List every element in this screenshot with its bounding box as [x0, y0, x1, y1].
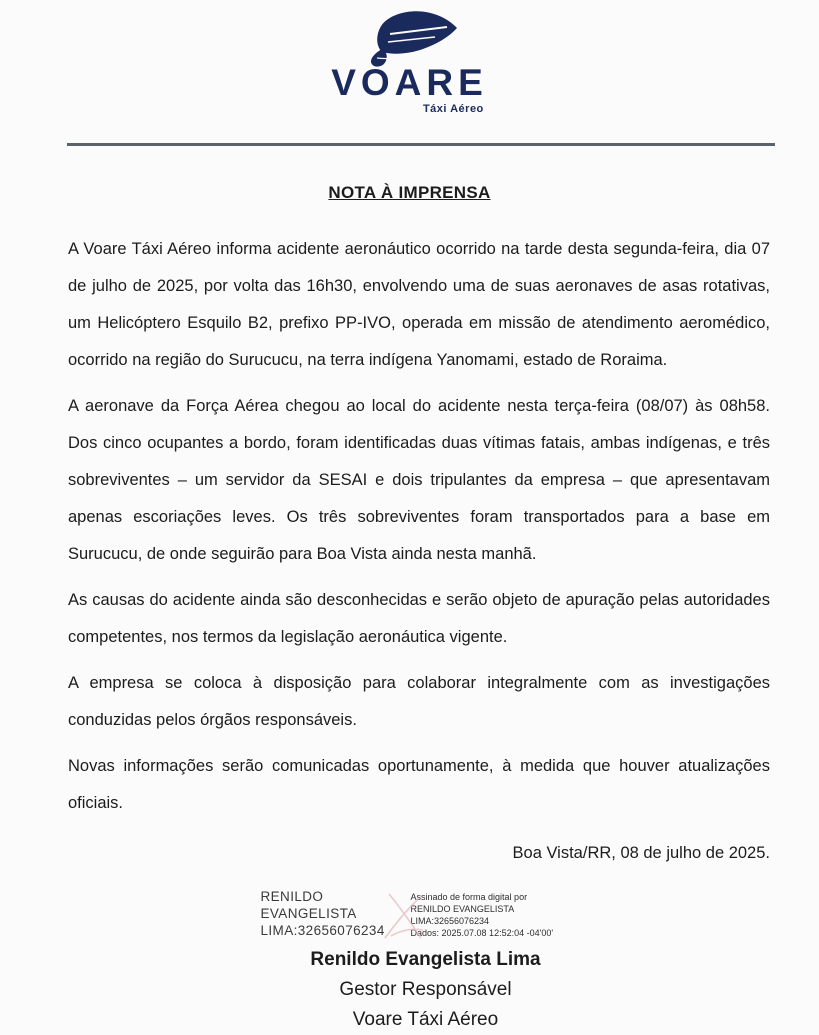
signatory-block [16, 945, 819, 1035]
paragraph-rescue-details: A aeronave da Força Aérea chegou ao local do acidente nesta terça-feira (08/07) às 08h58. Dos cinco ocupantes a bordo, foram identificadas duas vítimas fatais, ambas indígenas, e três sobreviventes – um servidor da SESAI e dois tripulantes da empresa – que apresentavam apenas escoriações leves. Os três sobreviventes foram transportados para a base em Surucucu, de onde seguirão para Boa Vista ainda nesta manhã. [68, 397, 770, 563]
digital-signature-note: Assinado de forma digital por RENILDO EVANGELISTA LIMA:32656076234 Dados: 2025.07.08 12:52:04 -04'00' [410, 892, 554, 938]
signer-name-block: RENILDO EVANGELISTA LIMA:32656076234 [260, 889, 385, 938]
wing-icon [357, 6, 461, 68]
brand-name: VOARE [331, 62, 488, 103]
header-divider [67, 143, 775, 146]
signatory-name: Renildo Evangelista Lima [310, 949, 541, 970]
digital-signature-stamp [261, 888, 591, 939]
press-note-title: NOTA À IMPRENSA [328, 183, 491, 202]
brand-tagline: Táxi Aéreo [422, 103, 484, 115]
signature-squiggle-icon [379, 890, 427, 942]
dateline: Boa Vista/RR, 08 de julho de 2025. [512, 844, 770, 862]
paragraph-updates: Novas informações serão comunicadas oportunamente, à medida que houver atualizações oficiais. [68, 757, 770, 812]
signatory-role: Gestor Responsável [339, 979, 512, 1000]
paragraph-accident-report: A Voare Táxi Aéreo informa acidente aeronáutico ocorrido na tarde desta segunda-feira, dia 07 de julho de 2025, por volta das 16h30, envolvendo uma de suas aeronaves de asas rotativas, um Helicóptero Esquilo B2, prefixo PP-IVO, operada em missão de atendimento aeromédico, ocorrido na região do Surucucu, na terra indígena Yanomami, estado de Roraima. [68, 240, 770, 369]
paragraph-investigation: As causas do acidente ainda são desconhecidas e serão objeto de apuração pelas autoridades competentes, nos termos da legislação aeronáutica vigente. [68, 591, 770, 646]
paragraph-cooperation: A empresa se coloca à disposição para colaborar integralmente com as investigações conduzidas pelos órgãos responsáveis. [68, 674, 770, 729]
company-logo [0, 0, 819, 117]
body-text [0, 203, 819, 822]
signatory-company: Voare Táxi Aéreo [352, 1009, 499, 1030]
